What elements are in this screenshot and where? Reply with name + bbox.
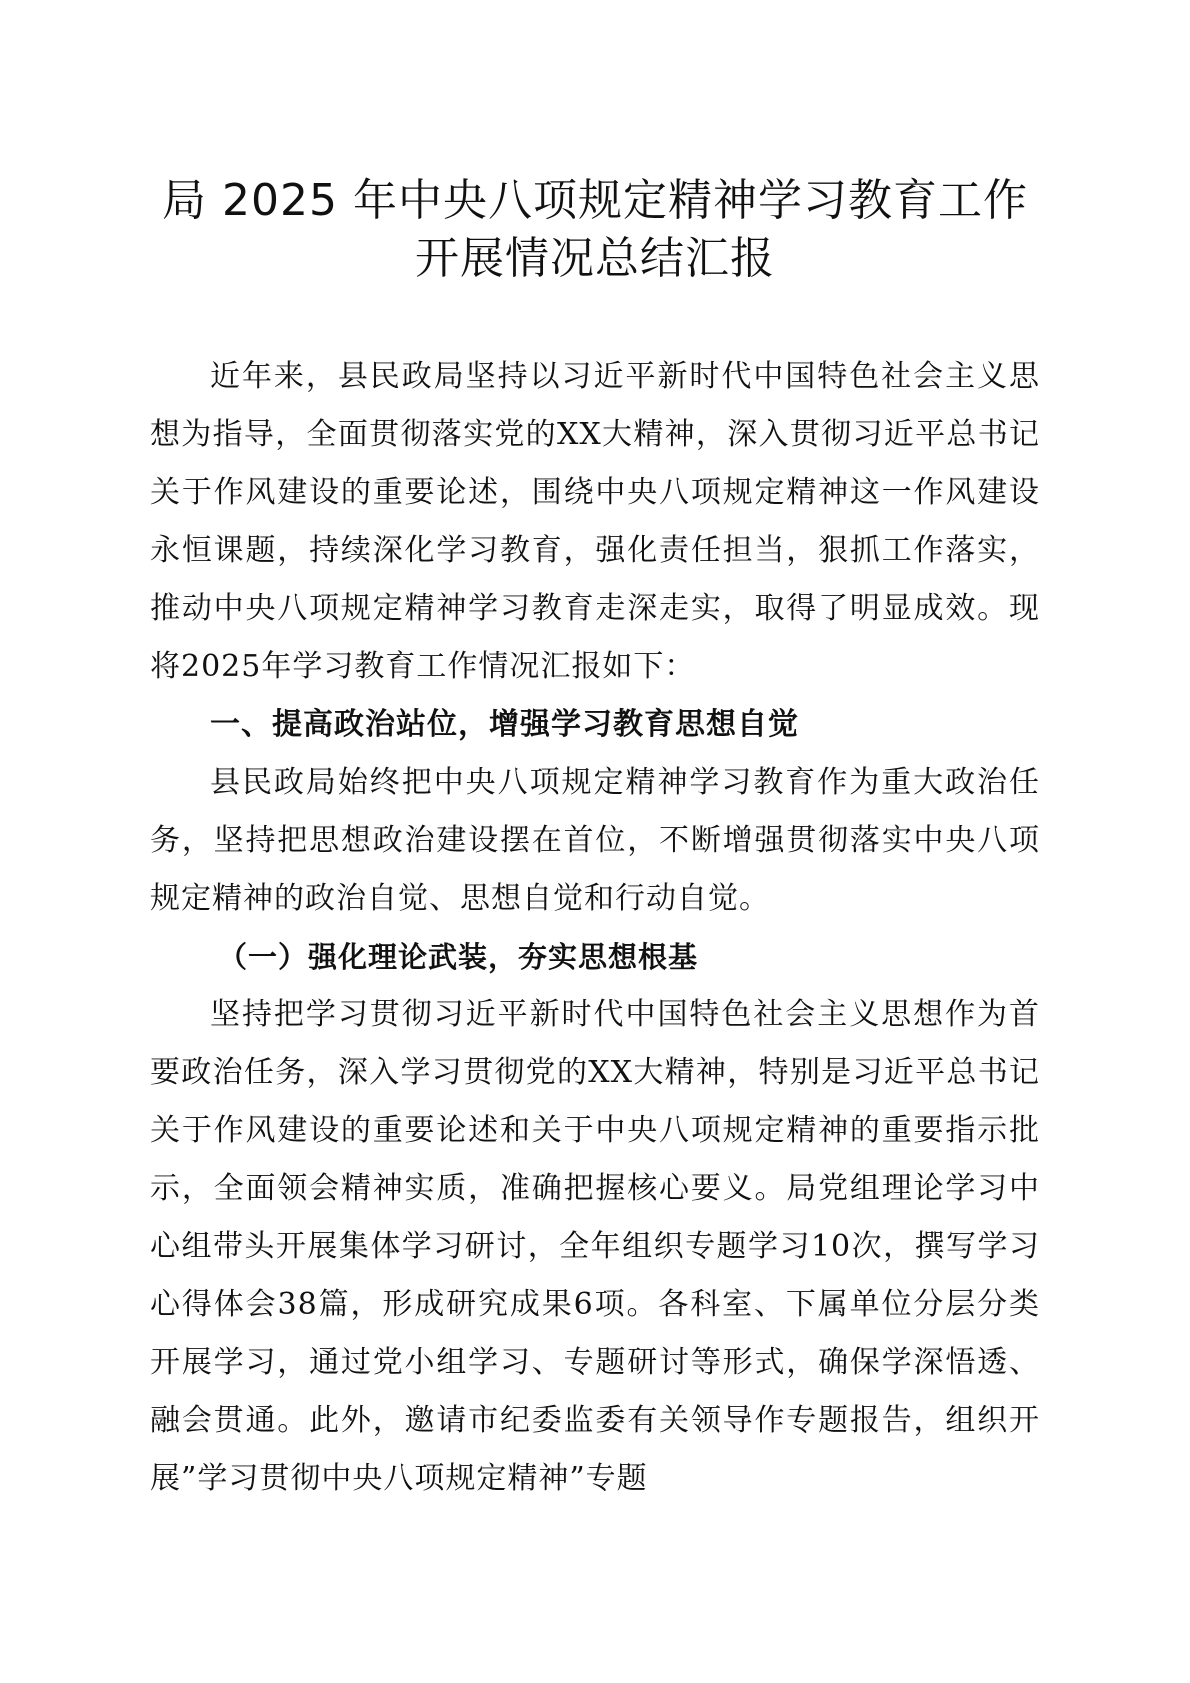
section-1-paragraph: 县民政局始终把中央八项规定精神学习教育作为重大政治任务，坚持把思想政治建设摆在首位，不断增强贯彻落实中央八项规定精神的政治自觉、思想自觉和行动自觉。 (150, 765, 1040, 916)
intro-paragraph: 近年来，县民政局坚持以习近平新时代中国特色社会主义思想为指导，全面贯彻落实党的XX大精神，深入贯彻习近平总书记关于作风建设的重要论述，围绕中央八项规定精神这一作风建设永恒课题，持续深化学习教育，强化责任担当，狠抓工作落实，推动中央八项规定精神学习教育走深走实，取得了明显成效。现将2025年学习教育工作情况汇报如下： (150, 359, 1040, 684)
document-body (150, 348, 1040, 1508)
section-1-heading: 一、提高政治站位，增强学习教育思想自觉 (210, 707, 799, 742)
document-title: 局 2025 年中央八项规定精神学习教育工作开展情况总结汇报 (162, 175, 1028, 284)
subsection-1-paragraph: 坚持把学习贯彻习近平新时代中国特色社会主义思想作为首要政治任务，深入学习贯彻党的XX大精神，特别是习近平总书记关于作风建设的重要论述和关于中央八项规定精神的重要指示批示，全面领会精神实质，准确把握核心要义。局党组理论学习中心组带头开展集体学习研讨，全年组织专题学习10次，撰写学习心得体会38篇，形成研究成果6项。各科室、下属单位分层分类开展学习，通过党小组学习、专题研讨等形式，确保学深悟透、融会贯通。此外，邀请市纪委监委有关领导作专题报告，组织开展”学习贯彻中央八项规定精神”专题 (150, 997, 1040, 1496)
subsection-1-heading: （一）强化理论武装，夯实思想根基 (218, 940, 699, 974)
